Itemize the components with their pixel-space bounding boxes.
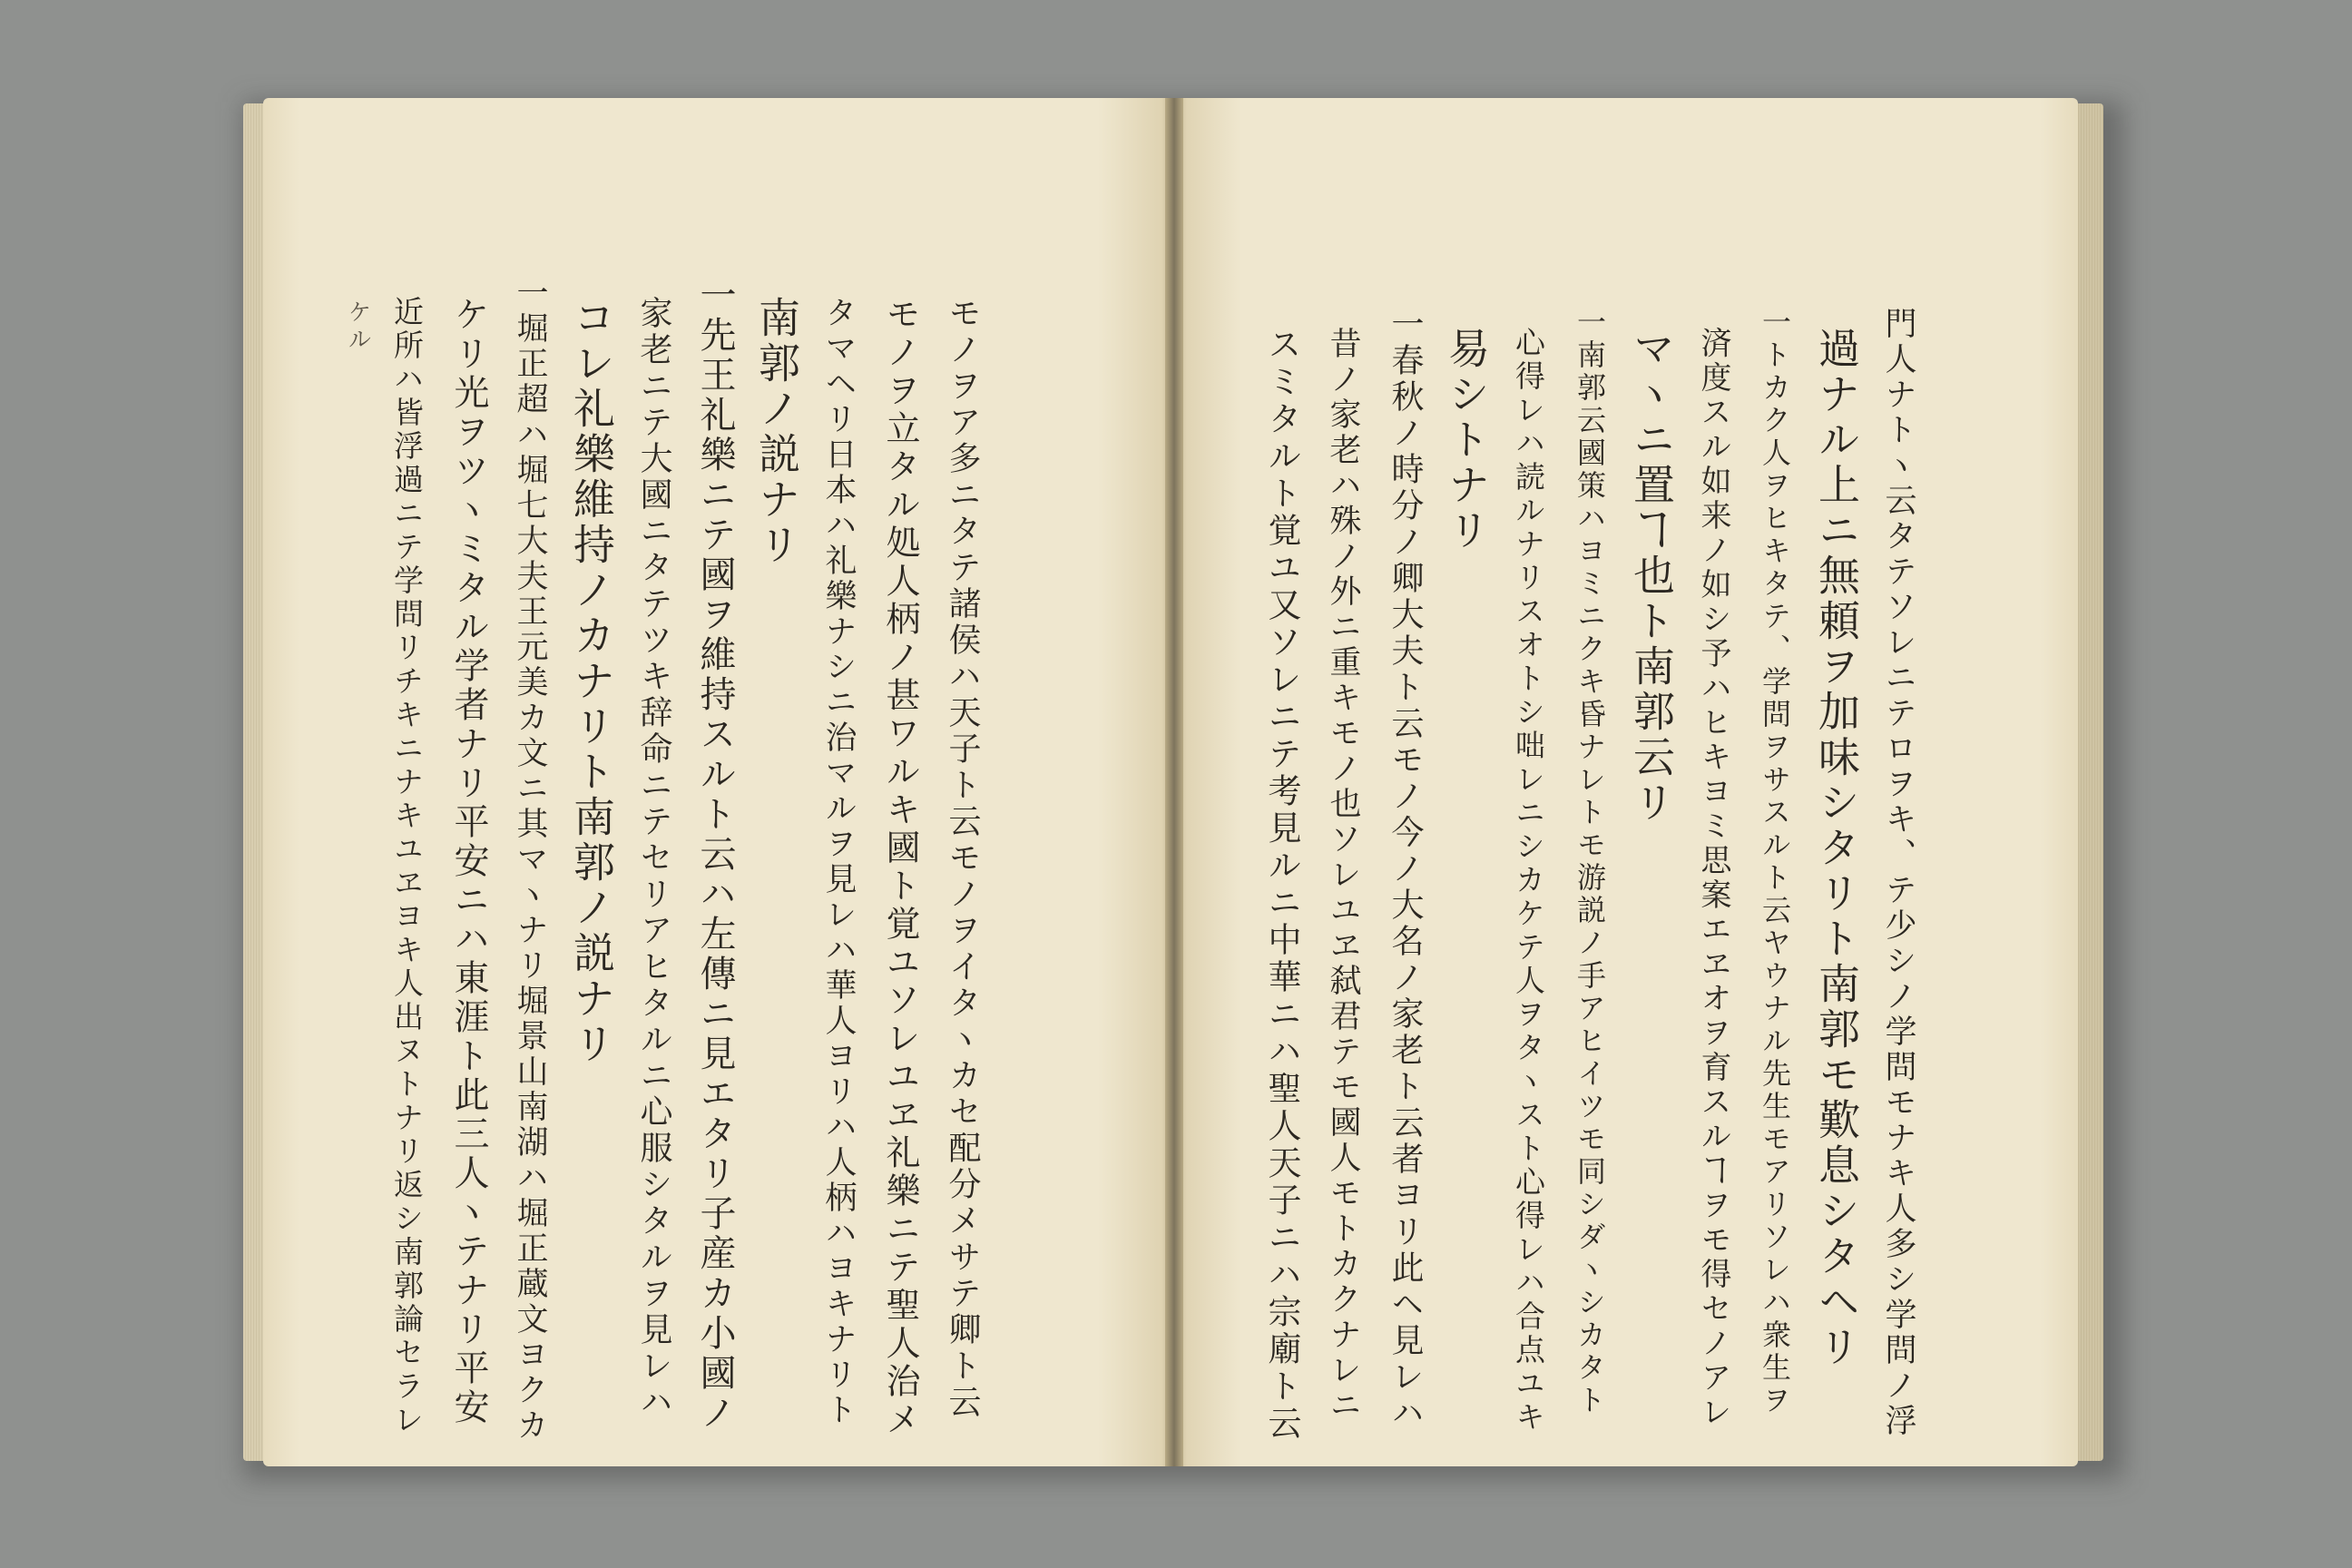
- right-page-line-1: 門人ナトヽ云タテソレニテロヲキ、テ少シノ学問モナキ人多シ学問ノ浮: [1880, 307, 1916, 1439]
- book-gutter: [1165, 98, 1183, 1466]
- left-page-line-11: ケル: [344, 299, 371, 354]
- right-page-line-7: 心得レハ読ルナリスオトシ咄レニシカケテ人ヲタヽスト心得レハ合点ユキ: [1511, 327, 1546, 1435]
- right-page-line-4: 済度スル如来ノ如シ予ハヒキヨミ思案エヱオヲ育スルヿヲモ得セノアレ: [1695, 327, 1731, 1430]
- left-page-line-7: コレ礼樂維持ノカナリト南郭ノ説ナリ: [567, 296, 616, 1067]
- left-page-line-3: タマヘリ日本ハ礼樂ナシニ治マルヲ見レハ華人ヨリハ人柄ハヨキナリト: [820, 296, 857, 1428]
- left-page-line-9: ケリ光ヲツヽミタル学者ナリ平安ニハ東涯ト此三人ヽテナリ平安: [448, 296, 489, 1427]
- left-page-line-6: 家老ニテ大國ニタテツキ辞命ニテセリアヒタルニ心服シタルヲ見レハ: [635, 296, 672, 1421]
- left-page-line-2: モノヲ立タル処人柄ノ甚ワルキ國ト覚ユソレユヱ礼樂ニテ聖人治メ: [880, 296, 920, 1439]
- right-page-line-8: 易シトナリ: [1442, 327, 1491, 554]
- left-page-edges: [243, 103, 265, 1461]
- left-page-line-5: 一先王礼樂ニテ國ヲ維持スルト云ハ左傳ニ見エタリ子産カ小國ノ: [694, 276, 736, 1434]
- left-page-line-4: 南郭ノ説ナリ: [752, 296, 801, 568]
- left-page-line-8: 一堀正超ハ堀七大夫王元美カ文ニ其マヽナリ堀景山南湖ハ堀正蔵文ヨクカ: [512, 276, 548, 1444]
- right-page-edges: [2076, 103, 2103, 1461]
- left-page: [263, 98, 1171, 1466]
- right-page-line-10: 昔ノ家老ハ殊ノ外ニ重キモノ也ソレユヱ弑君テモ國人モトカクナレニ: [1325, 327, 1361, 1424]
- right-page-line-6: 一南郭云國策ハヨミニクキ昏ナレトモ游説ノ手アヒイツモ同シダヽシカタト: [1573, 307, 1607, 1417]
- right-page-line-5: マヽニ置ヿ也ト南郭云リ: [1627, 327, 1676, 826]
- right-page-line-11: スミタルト覚ユ又ソレニテ考見ルニ中華ニハ聖人天子ニハ宗廟ト云: [1262, 327, 1301, 1443]
- right-page: [1178, 98, 2078, 1466]
- left-page-line-1: モノヲア多ニタテ諸侯ハ天子ト云モノヲイタヽカセ配分メサテ卿ト云: [944, 296, 981, 1421]
- right-page-line-3: 一トカク人ヲヒキタテ、学問ヲサスルト云ヤウナル先生モアリソレハ衆生ヲ: [1758, 307, 1792, 1417]
- right-page-line-9: 一春秋ノ時分ノ卿大夫ト云モノ今ノ大名ノ家老ト云者ヨリ此ヘ見レハ: [1387, 307, 1424, 1432]
- right-page-line-2: 過ナル上ニ無頼ヲ加味シタリト南郭モ歎息シタヘリ: [1812, 327, 1861, 1370]
- left-page-line-10: 近所ハ皆浮過ニテ学問リチキニナキユヱヨキ人出ヌトナリ返シ南郭論セラレ: [389, 296, 425, 1437]
